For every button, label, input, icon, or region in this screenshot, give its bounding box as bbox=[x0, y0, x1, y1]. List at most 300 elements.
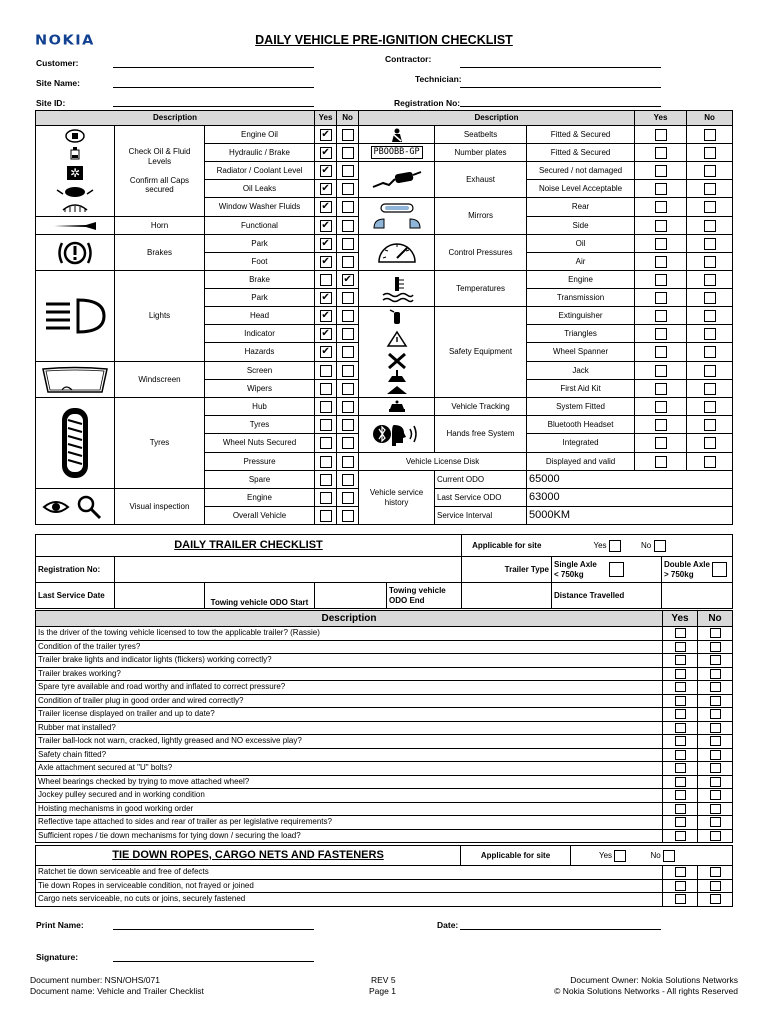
trailer-type-label: Trailer Type bbox=[462, 557, 552, 583]
item-vehicle-tracking: Vehicle Tracking bbox=[435, 398, 527, 416]
trailer-applicable-no-label: No bbox=[641, 540, 652, 550]
trailer-no-cell bbox=[698, 762, 733, 776]
trailer-row bbox=[36, 708, 733, 722]
tiedown-yes-checkbox[interactable] bbox=[675, 867, 686, 877]
single-axle-sub-label: < 750kg bbox=[554, 569, 584, 579]
towing-odo-start-field[interactable] bbox=[315, 583, 387, 609]
contractor-field[interactable] bbox=[460, 67, 661, 68]
trailer-yes-checkbox[interactable] bbox=[675, 750, 686, 760]
trailer-item-text: Trailer brake lights and indicator lights (flickers) working correctly? bbox=[36, 654, 663, 668]
checkbox-no[interactable] bbox=[342, 129, 354, 141]
tiedown-yes-checkbox[interactable] bbox=[675, 894, 686, 904]
checkbox-yes[interactable] bbox=[320, 510, 332, 522]
trailer-yes-checkbox[interactable] bbox=[675, 642, 686, 652]
item-mirrors: Mirrors bbox=[435, 198, 527, 235]
checkbox-no[interactable] bbox=[342, 419, 354, 431]
item-exhaust-noise: Noise Level Acceptable bbox=[527, 180, 635, 198]
checkbox-no[interactable] bbox=[704, 220, 716, 232]
item-seatbelts: Seatbelts bbox=[435, 126, 527, 144]
trailer-no-cell bbox=[698, 816, 733, 830]
item-temperatures: Temperatures bbox=[435, 271, 527, 307]
checkbox-no[interactable] bbox=[342, 474, 354, 486]
trailer-item-text: Reflective tape attached to sides and rear of trailer as per legislative requirements? bbox=[36, 816, 663, 830]
tiedown-yes-cell bbox=[663, 879, 698, 893]
checkbox-no[interactable] bbox=[704, 310, 716, 322]
customer-label: Customer: bbox=[36, 58, 79, 68]
checkbox-no[interactable] bbox=[342, 383, 354, 395]
trailer-no-checkbox[interactable] bbox=[710, 628, 721, 638]
seatbelt-icon bbox=[387, 128, 407, 142]
footer-copyright: © Nokia Solutions Networks - All rights Reserved bbox=[554, 986, 738, 996]
checkbox-yes[interactable]: ✔ bbox=[321, 346, 330, 357]
checkbox-no[interactable]: ✔ bbox=[343, 273, 352, 285]
brakes-icon-cell bbox=[36, 235, 115, 271]
checkbox-yes[interactable] bbox=[320, 274, 332, 286]
checkbox-no[interactable] bbox=[704, 328, 716, 340]
item-wipers: Wipers bbox=[205, 380, 315, 398]
service-interval-label: Service Interval bbox=[435, 507, 527, 525]
tiedown-no-checkbox[interactable] bbox=[710, 881, 721, 891]
item-triangles: Triangles bbox=[527, 325, 635, 343]
item-pressure: Pressure bbox=[205, 453, 315, 471]
checkbox-no[interactable] bbox=[342, 238, 354, 250]
temperature-icon bbox=[379, 275, 415, 303]
trailer-col-no: No bbox=[698, 611, 733, 627]
checkbox-no[interactable] bbox=[342, 201, 354, 213]
checkbox-yes[interactable] bbox=[320, 401, 332, 413]
trailer-item-text: Axle attachment secured at "U" bolts? bbox=[36, 762, 663, 776]
nokia-logo: NOKIA bbox=[35, 33, 95, 49]
checkbox-yes[interactable] bbox=[655, 456, 667, 468]
tyre-icon bbox=[58, 406, 92, 480]
footer-owner: Document Owner: Nokia Solutions Networks bbox=[570, 975, 738, 985]
item-light-hazards: Hazards bbox=[205, 343, 315, 362]
checkbox-yes[interactable] bbox=[320, 383, 332, 395]
tiedown-applicable-yes-checkbox[interactable] bbox=[614, 850, 626, 862]
trailer-no-checkbox[interactable] bbox=[710, 669, 721, 679]
checkbox-yes[interactable]: ✔ bbox=[321, 327, 330, 339]
checkbox-no[interactable] bbox=[342, 165, 354, 177]
trailer-row bbox=[36, 681, 733, 695]
trailer-yes-checkbox[interactable] bbox=[675, 817, 686, 827]
single-axle-checkbox[interactable] bbox=[609, 562, 624, 577]
trailer-no-cell bbox=[698, 721, 733, 735]
temperature-icon-cell bbox=[359, 271, 435, 307]
trailer-no-checkbox[interactable] bbox=[710, 804, 721, 814]
item-light-indicator: Indicator bbox=[205, 325, 315, 343]
tiedown-applicable-label: Applicable for site bbox=[461, 846, 571, 866]
trailer-no-checkbox[interactable] bbox=[710, 696, 721, 706]
trailer-item-text: Trailer ball-lock not warn, cracked, lightly greased and NO excessive play? bbox=[36, 735, 663, 749]
checkbox-yes[interactable] bbox=[655, 274, 667, 286]
tiedown-no-cell bbox=[698, 879, 733, 893]
checkbox-yes[interactable] bbox=[655, 201, 667, 213]
item-exhaust-secured: Secured / not damaged bbox=[527, 162, 635, 180]
item-light-brake: Brake bbox=[205, 271, 315, 289]
tiedown-row bbox=[36, 879, 733, 893]
trailer-item-text: Is the driver of the towing vehicle licensed to tow the applicable trailer? (Rassie) bbox=[36, 627, 663, 641]
service-interval-value[interactable]: 5000KM bbox=[527, 507, 733, 525]
trailer-col-yes: Yes bbox=[663, 611, 698, 627]
svg-text:✲: ✲ bbox=[69, 166, 81, 180]
exhaust-icon bbox=[371, 169, 423, 191]
tiedown-no-cell bbox=[698, 866, 733, 880]
date-field[interactable] bbox=[460, 929, 661, 930]
trailer-yes-cell bbox=[663, 681, 698, 695]
trailer-item-text: Safety chain fitted? bbox=[36, 748, 663, 762]
checkbox-no[interactable] bbox=[342, 401, 354, 413]
trailer-yes-cell bbox=[663, 721, 698, 735]
trailer-no-cell bbox=[698, 789, 733, 803]
tiedown-row bbox=[36, 866, 733, 880]
trailer-yes-checkbox[interactable] bbox=[675, 763, 686, 773]
checkbox-yes[interactable]: ✔ bbox=[321, 219, 330, 231]
tiedown-no-checkbox[interactable] bbox=[710, 894, 721, 904]
trailer-registration-field[interactable] bbox=[115, 557, 462, 583]
checkbox-yes[interactable] bbox=[655, 129, 667, 141]
trailer-no-cell bbox=[698, 694, 733, 708]
windscreen-icon-cell bbox=[36, 362, 115, 398]
item-engine-oil: Engine Oil bbox=[205, 126, 315, 144]
tiedown-item-text: Cargo nets serviceable, no cuts or joins, securely fastened bbox=[36, 893, 663, 907]
trailer-yes-checkbox[interactable] bbox=[675, 655, 686, 665]
trailer-no-cell bbox=[698, 627, 733, 641]
contractor-label: Contractor: bbox=[385, 54, 432, 64]
checkbox-no[interactable] bbox=[342, 292, 354, 304]
safety-equipment-icon bbox=[382, 308, 412, 396]
item-pressure-oil: Oil bbox=[527, 235, 635, 253]
trailer-row bbox=[36, 627, 733, 641]
trailer-yes-cell bbox=[663, 694, 698, 708]
mirrors-icon bbox=[371, 202, 423, 230]
trailer-yes-cell bbox=[663, 802, 698, 816]
checkbox-no[interactable] bbox=[342, 437, 354, 449]
checkbox-no[interactable] bbox=[342, 183, 354, 195]
tiedown-section-title: TIE DOWN ROPES, CARGO NETS AND FASTENERS bbox=[36, 846, 461, 866]
registration-field[interactable] bbox=[460, 106, 661, 107]
item-first-aid-kit: First Aid Kit bbox=[527, 380, 635, 398]
trailer-yes-cell bbox=[663, 640, 698, 654]
checkbox-no[interactable] bbox=[704, 383, 716, 395]
trailer-no-checkbox[interactable] bbox=[710, 817, 721, 827]
trailer-row bbox=[36, 735, 733, 749]
trailer-item-text: Sufficient ropes / tie down mechanisms for tying down / securing the load? bbox=[36, 829, 663, 843]
item-lights: Lights bbox=[115, 271, 205, 362]
trailer-yes-checkbox[interactable] bbox=[675, 669, 686, 679]
col-description-right: Description bbox=[359, 111, 635, 126]
item-light-park: Park bbox=[205, 289, 315, 307]
trailer-yes-checkbox[interactable] bbox=[675, 831, 686, 841]
checkbox-no[interactable] bbox=[704, 256, 716, 268]
distance-travelled-field[interactable] bbox=[662, 583, 733, 609]
footer-doc-name: Document name: Vehicle and Trailer Checklist bbox=[30, 986, 204, 996]
trailer-no-checkbox[interactable] bbox=[710, 777, 721, 787]
trailer-no-checkbox[interactable] bbox=[710, 831, 721, 841]
checkbox-yes[interactable] bbox=[655, 292, 667, 304]
checkbox-no[interactable] bbox=[342, 220, 354, 232]
double-axle-checkbox[interactable] bbox=[712, 562, 727, 577]
technician-field[interactable] bbox=[460, 87, 661, 88]
item-radiator-coolant: Radiator / Coolant Level bbox=[205, 162, 315, 180]
trailer-yes-checkbox[interactable] bbox=[675, 777, 686, 787]
trailer-yes-cell bbox=[663, 654, 698, 668]
checkbox-no[interactable] bbox=[704, 274, 716, 286]
checkbox-yes[interactable]: ✔ bbox=[321, 255, 330, 267]
item-brake-park: Park bbox=[205, 235, 315, 253]
single-axle-label: Single Axle bbox=[554, 559, 597, 569]
item-control-pressures: Control Pressures bbox=[435, 235, 527, 271]
checkbox-yes[interactable] bbox=[655, 183, 667, 195]
checkbox-yes[interactable] bbox=[655, 419, 667, 431]
checkbox-yes[interactable]: ✔ bbox=[321, 309, 330, 321]
trailer-item-text: Condition of trailer plug in good order and wired correctly? bbox=[36, 694, 663, 708]
trailer-row bbox=[36, 640, 733, 654]
trailer-no-checkbox[interactable] bbox=[710, 682, 721, 692]
checkbox-yes[interactable] bbox=[320, 474, 332, 486]
windscreen-icon bbox=[40, 366, 110, 394]
trailer-row bbox=[36, 694, 733, 708]
checkbox-yes[interactable] bbox=[655, 365, 667, 377]
checkbox-yes[interactable] bbox=[655, 220, 667, 232]
item-safety-equipment: Safety Equipment bbox=[435, 307, 527, 398]
checkbox-no[interactable] bbox=[342, 492, 354, 504]
towing-odo-start-label: Towing vehicle ODO Start bbox=[205, 583, 315, 609]
item-number-plates: Number plates bbox=[435, 144, 527, 162]
checkbox-no[interactable] bbox=[342, 328, 354, 340]
checkbox-yes[interactable] bbox=[655, 238, 667, 250]
trailer-no-cell bbox=[698, 708, 733, 722]
checkbox-yes[interactable]: ✔ bbox=[321, 237, 330, 249]
trailer-item-text: Trailer license displayed on trailer and up to date? bbox=[36, 708, 663, 722]
last-service-odo-label: Last Service ODO bbox=[435, 489, 527, 507]
trailer-no-checkbox[interactable] bbox=[710, 709, 721, 719]
trailer-item-text: Spare tyre available and road worthy and inflated to correct pressure? bbox=[36, 681, 663, 695]
trailer-yes-checkbox[interactable] bbox=[675, 736, 686, 746]
checkbox-yes[interactable]: ✔ bbox=[321, 201, 330, 212]
trailer-no-checkbox[interactable] bbox=[710, 790, 721, 800]
checkbox-no[interactable] bbox=[704, 437, 716, 449]
checkbox-yes[interactable] bbox=[655, 310, 667, 322]
trailer-yes-cell bbox=[663, 667, 698, 681]
trailer-yes-checkbox[interactable] bbox=[675, 790, 686, 800]
item-integrated: Integrated bbox=[527, 434, 635, 453]
item-tyres: Tyres bbox=[205, 416, 315, 434]
trailer-yes-checkbox[interactable] bbox=[675, 709, 686, 719]
checkbox-no[interactable] bbox=[704, 346, 716, 358]
headlight-icon bbox=[40, 296, 110, 336]
checkbox-no[interactable] bbox=[704, 292, 716, 304]
fluids-icons bbox=[36, 126, 115, 217]
checkbox-yes[interactable] bbox=[655, 147, 667, 159]
towing-odo-end-label: Towing vehicle ODO End bbox=[387, 583, 462, 609]
checkbox-no[interactable] bbox=[704, 365, 716, 377]
trailer-yes-checkbox[interactable] bbox=[675, 696, 686, 706]
trailer-no-checkbox[interactable] bbox=[710, 736, 721, 746]
item-service-history: Vehicle service history bbox=[359, 471, 435, 525]
item-exhaust: Exhaust bbox=[435, 162, 527, 198]
item-brake-foot: Foot bbox=[205, 253, 315, 271]
checkbox-no[interactable] bbox=[342, 365, 354, 377]
item-license-valid: Displayed and valid bbox=[527, 453, 635, 471]
checkbox-yes[interactable]: ✔ bbox=[321, 164, 330, 176]
checkbox-yes[interactable] bbox=[655, 401, 667, 413]
checkbox-yes[interactable] bbox=[320, 456, 332, 468]
tracking-icon-cell bbox=[359, 398, 435, 416]
trailer-yes-cell bbox=[663, 735, 698, 749]
trailer-row bbox=[36, 748, 733, 762]
checkbox-no[interactable] bbox=[704, 456, 716, 468]
item-hub: Hub bbox=[205, 398, 315, 416]
pressure-gauge-icon bbox=[375, 238, 419, 268]
trailer-no-checkbox[interactable] bbox=[710, 655, 721, 665]
checkbox-no[interactable] bbox=[342, 310, 354, 322]
current-odo-label: Current ODO bbox=[435, 471, 527, 489]
registration-label: Registration No: bbox=[394, 98, 461, 108]
checkbox-no[interactable] bbox=[704, 401, 716, 413]
print-name-field[interactable] bbox=[113, 929, 314, 930]
lights-icon-cell bbox=[36, 271, 115, 362]
site-name-label: Site Name: bbox=[36, 78, 80, 88]
checkbox-yes[interactable]: ✔ bbox=[321, 146, 330, 158]
checkbox-yes[interactable] bbox=[655, 256, 667, 268]
checkbox-no[interactable] bbox=[342, 256, 354, 268]
checkbox-yes[interactable] bbox=[655, 165, 667, 177]
item-hydraulic-brake: Hydraulic / Brake bbox=[205, 144, 315, 162]
trailer-yes-cell bbox=[663, 627, 698, 641]
trailer-no-checkbox[interactable] bbox=[710, 750, 721, 760]
checkbox-no[interactable] bbox=[342, 346, 354, 358]
horn-icon-cell bbox=[36, 217, 115, 235]
checkbox-no[interactable] bbox=[342, 510, 354, 522]
trailer-row bbox=[36, 802, 733, 816]
safety-icons-cell bbox=[359, 307, 435, 398]
trailer-no-cell bbox=[698, 748, 733, 762]
vehicle-checklist-table bbox=[35, 110, 733, 525]
trailer-yes-cell bbox=[663, 708, 698, 722]
item-temp-engine: Engine bbox=[527, 271, 635, 289]
trailer-applicable-yes-checkbox[interactable] bbox=[609, 540, 621, 552]
trailer-yes-cell bbox=[663, 775, 698, 789]
trailer-yes-checkbox[interactable] bbox=[675, 723, 686, 733]
trailer-yes-checkbox[interactable] bbox=[675, 804, 686, 814]
site-id-field[interactable] bbox=[113, 106, 314, 107]
trailer-col-description: Description bbox=[36, 611, 663, 627]
checkbox-yes[interactable] bbox=[655, 328, 667, 340]
distance-travelled-label: Distance Travelled bbox=[552, 583, 662, 609]
tiedown-no-checkbox[interactable] bbox=[710, 867, 721, 877]
checkbox-no[interactable] bbox=[342, 147, 354, 159]
col-no: No bbox=[337, 111, 359, 126]
trailer-yes-cell bbox=[663, 816, 698, 830]
trailer-items-table bbox=[35, 610, 733, 843]
tiedown-applicable-no-checkbox[interactable] bbox=[663, 850, 675, 862]
tiedown-yes-checkbox[interactable] bbox=[675, 881, 686, 891]
trailer-no-checkbox[interactable] bbox=[710, 642, 721, 652]
trailer-item-text: Condition of the trailer tyres? bbox=[36, 640, 663, 654]
towing-odo-end-field[interactable] bbox=[462, 583, 552, 609]
signature-field[interactable] bbox=[113, 961, 314, 962]
trailer-no-cell bbox=[698, 667, 733, 681]
checkbox-yes[interactable] bbox=[320, 365, 332, 377]
trailer-row bbox=[36, 667, 733, 681]
engine-fluids-icon bbox=[55, 128, 95, 214]
item-visual-inspection: Visual inspection bbox=[115, 489, 205, 525]
visual-icon-cell bbox=[36, 489, 115, 525]
checkbox-yes[interactable] bbox=[320, 437, 332, 449]
checkbox-no[interactable] bbox=[704, 238, 716, 250]
tiedown-yes-cell bbox=[663, 893, 698, 907]
last-service-odo-value[interactable]: 63000 bbox=[527, 489, 733, 507]
trailer-section-title: DAILY TRAILER CHECKLIST bbox=[36, 535, 462, 557]
vehicle-tracking-icon bbox=[386, 400, 408, 414]
checkbox-yes[interactable] bbox=[655, 346, 667, 358]
fluids-group: Check Oil & Fluid Levels Confirm all Caps secured bbox=[115, 126, 205, 217]
trailer-header-table bbox=[35, 534, 733, 609]
print-name-label: Print Name: bbox=[36, 920, 84, 930]
checkbox-yes[interactable] bbox=[655, 437, 667, 449]
site-name-field[interactable] bbox=[113, 87, 314, 88]
checkbox-no[interactable] bbox=[704, 183, 716, 195]
item-extinguisher: Extinguisher bbox=[527, 307, 635, 325]
checkbox-yes[interactable]: ✔ bbox=[321, 182, 330, 194]
horn-icon bbox=[52, 222, 98, 230]
checkbox-no[interactable] bbox=[704, 147, 716, 159]
gauge-icon-cell bbox=[359, 235, 435, 271]
tiedown-table bbox=[35, 845, 733, 907]
trailer-no-checkbox[interactable] bbox=[710, 763, 721, 773]
col-description: Description bbox=[36, 111, 315, 126]
trailer-yes-checkbox[interactable] bbox=[675, 628, 686, 638]
checkbox-no[interactable] bbox=[342, 456, 354, 468]
trailer-yes-checkbox[interactable] bbox=[675, 682, 686, 692]
trailer-no-checkbox[interactable] bbox=[710, 723, 721, 733]
trailer-row bbox=[36, 816, 733, 830]
tiedown-item-text: Tie down Ropes in serviceable condition, not frayed or joined bbox=[36, 879, 663, 893]
trailer-yes-cell bbox=[663, 829, 698, 843]
item-number-plates-status: Fitted & Secured bbox=[527, 144, 635, 162]
checkbox-yes[interactable] bbox=[320, 419, 332, 431]
footer-doc-number: Document number: NSN/OHS/071 bbox=[30, 975, 160, 985]
trailer-no-cell bbox=[698, 640, 733, 654]
col-yes: Yes bbox=[315, 111, 337, 126]
trailer-item-text: Jockey pulley secured and in working condition bbox=[36, 789, 663, 803]
tiedown-no-cell bbox=[698, 893, 733, 907]
item-system-fitted: System Fitted bbox=[527, 398, 635, 416]
item-brakes: Brakes bbox=[115, 235, 205, 271]
date-label: Date: bbox=[437, 920, 459, 930]
item-screen: Screen bbox=[205, 362, 315, 380]
trailer-applicable-no-checkbox[interactable] bbox=[654, 540, 666, 552]
checkbox-yes[interactable]: ✔ bbox=[321, 291, 330, 303]
trailer-item-text: Trailer brakes working? bbox=[36, 667, 663, 681]
checkbox-no[interactable] bbox=[704, 165, 716, 177]
checkbox-yes[interactable]: ✔ bbox=[321, 128, 330, 140]
checkbox-no[interactable] bbox=[704, 419, 716, 431]
item-wheel-nuts: Wheel Nuts Secured bbox=[205, 434, 315, 453]
customer-field[interactable] bbox=[113, 67, 314, 68]
current-odo-value[interactable]: 65000 bbox=[527, 471, 733, 489]
checkbox-yes[interactable] bbox=[655, 383, 667, 395]
item-windscreen: Windscreen bbox=[115, 362, 205, 398]
footer-rev: REV 5 bbox=[371, 975, 396, 985]
checkbox-no[interactable] bbox=[704, 129, 716, 141]
item-tyres-group: Tyres bbox=[115, 398, 205, 489]
checkbox-yes[interactable] bbox=[320, 492, 332, 504]
item-handsfree: Hands free System bbox=[435, 416, 527, 453]
last-service-date-field[interactable] bbox=[115, 583, 205, 609]
checkbox-no[interactable] bbox=[704, 201, 716, 213]
item-overall-vehicle: Overall Vehicle bbox=[205, 507, 315, 525]
